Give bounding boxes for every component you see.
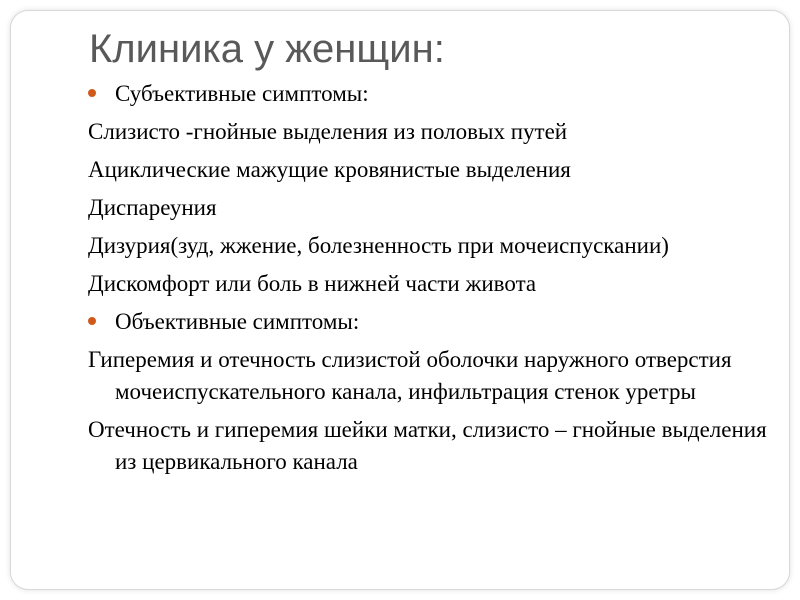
list-item: Диспареуния	[88, 195, 217, 220]
list-item: Отечность и гиперемия шейки матки, слизисто – гнойные выделения из цервикального канала	[88, 417, 767, 474]
bullet-dot-icon	[88, 89, 96, 97]
item-text: Субъективные симптомы:	[115, 81, 369, 106]
list-item: Гиперемия и отечность слизистой оболочки наружного отверстия мочеиспускательного канала, инфильтрация стенок уретры	[88, 347, 732, 404]
list-item: Дискомфорт или боль в нижней части живота	[88, 271, 537, 296]
slide-title: Клиника у женщин:	[89, 27, 445, 71]
slide-content	[88, 78, 768, 484]
bullet-item-subjective	[88, 78, 768, 110]
list-item: Ациклические мажущие кровянистые выделения	[88, 157, 571, 182]
bullet-dot-icon	[88, 317, 96, 325]
bullet-item-objective	[88, 306, 768, 338]
list-item: Дизурия(зуд, жжение, болезненность при мочеиспускании)	[88, 233, 669, 258]
list-item: Слизисто -гнойные выделения из половых путей	[88, 119, 568, 144]
item-text: Объективные симптомы:	[115, 309, 360, 334]
